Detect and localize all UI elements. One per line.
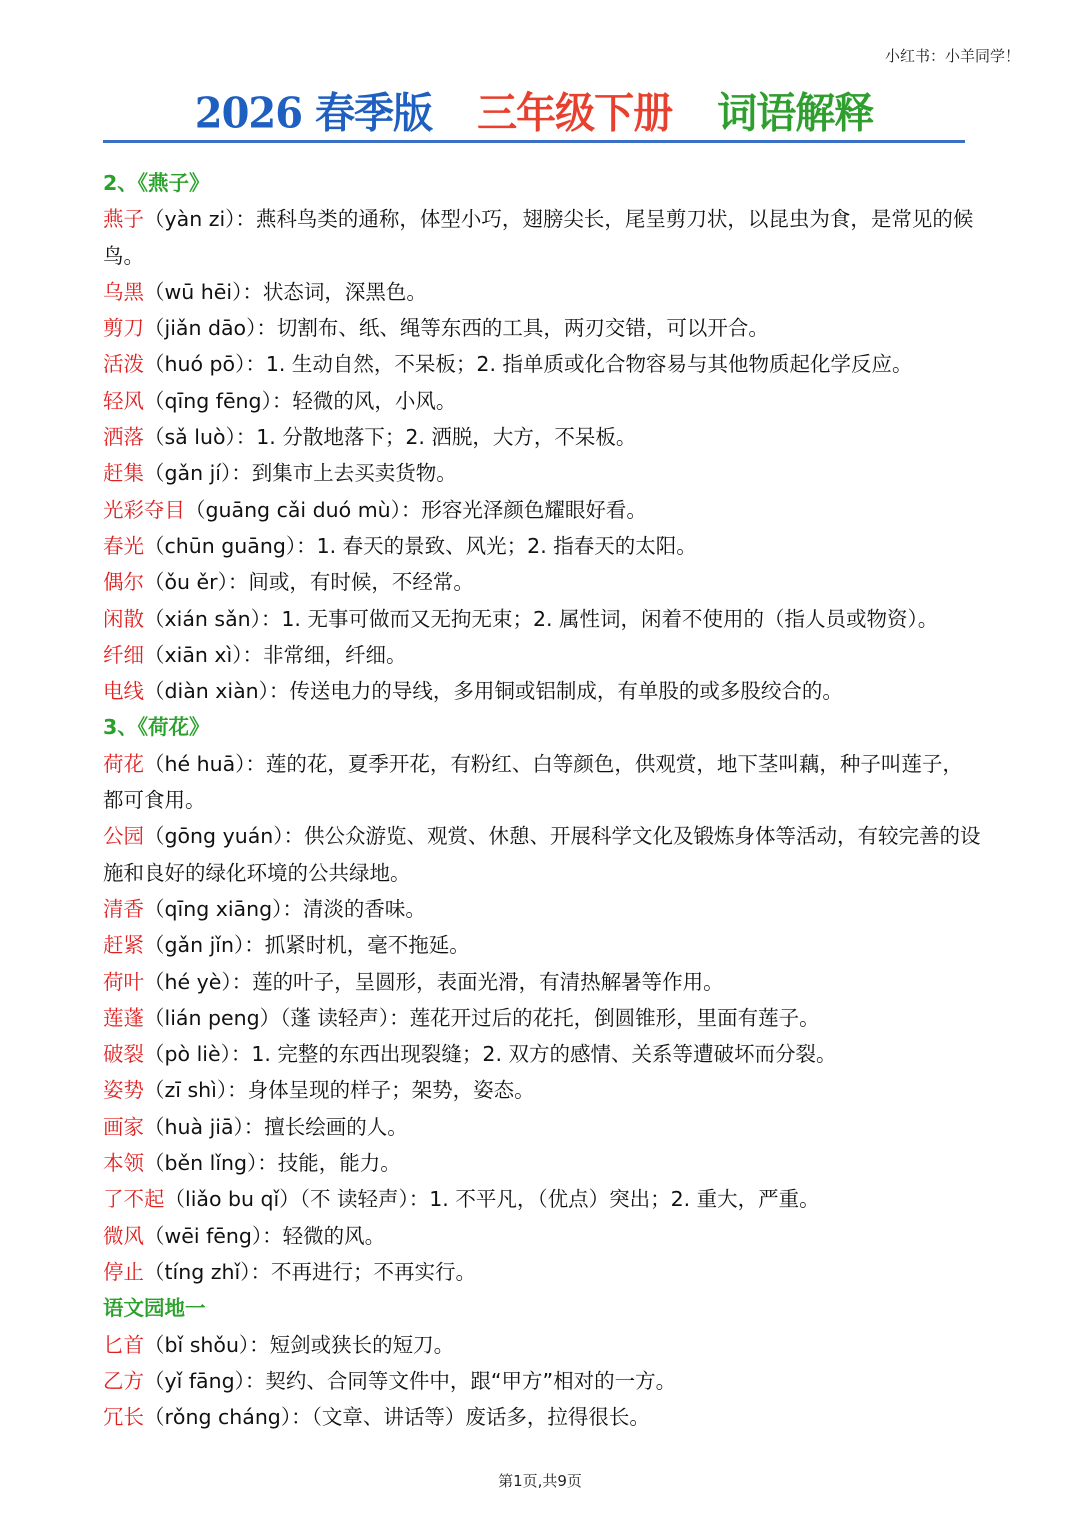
vocab-term: 冗长: [103, 1405, 144, 1430]
vocab-entry: [103, 492, 983, 528]
vocab-entry: [103, 818, 983, 891]
vocab-term: 荷叶: [103, 969, 144, 994]
vocab-term: 匕首: [103, 1332, 144, 1357]
vocab-entry: [103, 346, 983, 382]
vocab-term: 画家: [103, 1114, 144, 1139]
vocab-entry: [103, 383, 983, 419]
vocab-entry: [103, 1036, 983, 1072]
vocab-definition: （zī shì）：身体呈现的样子；架势，姿态。: [144, 1078, 535, 1103]
vocab-definition: （tíng zhǐ）：不再进行；不再实行。: [144, 1259, 476, 1284]
vocab-term: 赶集: [103, 461, 144, 486]
vocab-term: 赶紧: [103, 933, 144, 958]
vocab-definition: （wēi fēng）：轻微的风。: [144, 1223, 386, 1248]
vocab-term: 破裂: [103, 1042, 144, 1067]
vocab-entry: [103, 310, 983, 346]
vocab-definition: （yǐ fāng）：契约、合同等文件中，跟“甲方”相对的一方。: [144, 1368, 677, 1393]
vocab-definition: （xiān xì）：非常细，纤细。: [144, 642, 407, 667]
vocab-term: 停止: [103, 1259, 144, 1284]
vocab-definition: （běn lǐng）：技能，能力。: [144, 1151, 401, 1176]
vocab-entry: [103, 564, 983, 600]
vocab-definition: （yàn zi）：燕科鸟类的通称，体型小巧，翅膀尖长，尾呈剪刀状，以昆虫为食，是常见的候鸟。: [103, 207, 974, 268]
vocab-definition: （lián peng）（蓬 读轻声）：莲花开过后的花托，倒圆锥形，里面有莲子。: [144, 1005, 820, 1030]
vocab-entry: [103, 1109, 983, 1145]
vocab-entry: [103, 1363, 983, 1399]
vocab-term: 公园: [103, 824, 144, 849]
vocab-definition: （hé huā）：莲的花，夏季开花，有粉红、白等颜色，供观赏，地下茎叫藕，种子叫莲子，都可食用。: [103, 751, 963, 813]
vocab-entry: [103, 1000, 983, 1036]
vocab-entry: [103, 1218, 983, 1254]
title-grade: 三年级下册: [477, 88, 673, 139]
vocab-term: 电线: [103, 679, 144, 704]
title-topic: 词语解释: [717, 88, 874, 139]
vocab-entry: [103, 927, 983, 963]
vocab-term: 剪刀: [103, 316, 144, 341]
vocab-term: 了不起: [103, 1187, 165, 1212]
vocab-definition: （xián sǎn）：1. 无事可做而又无拘无束；2. 属性词，闲着不使用的（指人员或物资）。: [144, 606, 939, 631]
vocab-definition: （pò liè）：1. 完整的东西出现裂缝；2. 双方的感情、关系等遭破坏而分裂。: [144, 1042, 837, 1067]
vocab-term: 春光: [103, 533, 144, 558]
vocab-definition: （ǒu ěr）：间或，有时候，不经常。: [144, 570, 474, 595]
vocab-term: 燕子: [103, 207, 144, 232]
vocab-definition: （rǒng cháng）：（文章、讲话等）废话多，拉得很长。: [144, 1405, 650, 1430]
vocab-definition: （sǎ luò）：1. 分散地落下；2. 洒脱，大方，不呆板。: [144, 425, 637, 450]
vocab-entry: [103, 1254, 983, 1290]
vocab-term: 本领: [103, 1151, 144, 1176]
vocab-entry: [103, 637, 983, 673]
vocab-definition: （bǐ shǒu）：短剑或狭长的短刀。: [144, 1332, 455, 1357]
vocab-definition: （wū hēi）：状态词，深黑色。: [144, 279, 427, 304]
vocab-definition: （diàn xiàn）：传送电力的导线，多用铜或铝制成，有单股的或多股绞合的。: [144, 679, 843, 704]
vocab-term: 姿势: [103, 1078, 144, 1103]
vocab-term: 光彩夺目: [103, 497, 185, 522]
vocab-entry: [103, 601, 983, 637]
vocab-term: 偶尔: [103, 570, 144, 595]
vocab-term: 乌黑: [103, 279, 144, 304]
page-number: 第1页,共9页: [498, 1472, 582, 1490]
vocab-definition: （liǎo bu qǐ）（不 读轻声）：1. 不平凡，（优点）突出；2. 重大，严重。: [164, 1187, 820, 1212]
vocab-definition: （hé yè）：莲的叶子，呈圆形，表面光滑，有清热解暑等作用。: [144, 969, 724, 994]
vocab-entry: [103, 274, 983, 310]
section-heading: 2、《燕子》: [103, 171, 210, 195]
watermark-text: 小红书：小羊同学！: [884, 47, 1020, 65]
vocab-term: 荷花: [103, 751, 144, 776]
vocab-entry: [103, 1072, 983, 1108]
vocab-term: 活泼: [103, 352, 144, 377]
vocab-definition: （gōng yuán）：供公众游览、观赏、休憩、开展科学文化及锻炼身体等活动，有较完善的设施和良好的绿化环境的公共绿地。: [103, 824, 981, 885]
vocab-definition: （guāng cǎi duó mù）：形容光泽颜色耀眼好看。: [185, 497, 647, 522]
vocab-entry: [103, 891, 983, 927]
vocab-definition: （qīng fēng）：轻微的风，小风。: [144, 388, 457, 413]
vocab-definition: （chūn guāng）：1. 春天的景致、风光；2. 指春天的太阳。: [144, 533, 697, 558]
vocab-definition: （gǎn jí）：到集市上去买卖货物。: [144, 461, 457, 486]
title-edition: 2026 春季版: [194, 88, 433, 139]
vocab-term: 微风: [103, 1223, 144, 1248]
vocab-entry: [103, 455, 983, 491]
vocab-term: 闲散: [103, 606, 144, 631]
vocab-definition: （huà jiā）：擅长绘画的人。: [144, 1114, 408, 1139]
vocab-term: 洒落: [103, 425, 144, 450]
vocab-term: 清香: [103, 896, 144, 921]
vocab-entry: [103, 673, 983, 709]
vocab-entry: [103, 1327, 983, 1363]
vocab-term: 乙方: [103, 1368, 144, 1393]
vocab-entry: [103, 201, 983, 274]
vocab-entry: [103, 1145, 983, 1181]
section-heading: 语文园地一: [103, 1296, 206, 1321]
vocab-entry: [103, 746, 983, 819]
vocab-entry: [103, 1399, 983, 1435]
vocab-definition: （gǎn jǐn）：抓紧时机，毫不拖延。: [144, 933, 470, 958]
vocab-term: 莲蓬: [103, 1005, 144, 1030]
vocab-definition: （huó pō）：1. 生动自然，不呆板；2. 指单质或化合物容易与其他物质起化学反应。: [144, 352, 913, 377]
vocab-definition: （jiǎn dāo）：切割布、纸、绳等东西的工具，两刃交错，可以开合。: [144, 316, 769, 341]
section-heading: 3、《荷花》: [103, 715, 210, 740]
vocab-entry: [103, 1181, 983, 1217]
vocab-term: 轻风: [103, 388, 144, 413]
vocab-definition: （qīng xiāng）：清淡的香味。: [144, 896, 426, 921]
vocabulary-list: [103, 165, 983, 1435]
page-title: [103, 88, 965, 143]
vocab-entry: [103, 419, 983, 455]
vocab-entry: [103, 964, 983, 1000]
vocab-term: 纤细: [103, 642, 144, 667]
vocab-entry: [103, 528, 983, 564]
